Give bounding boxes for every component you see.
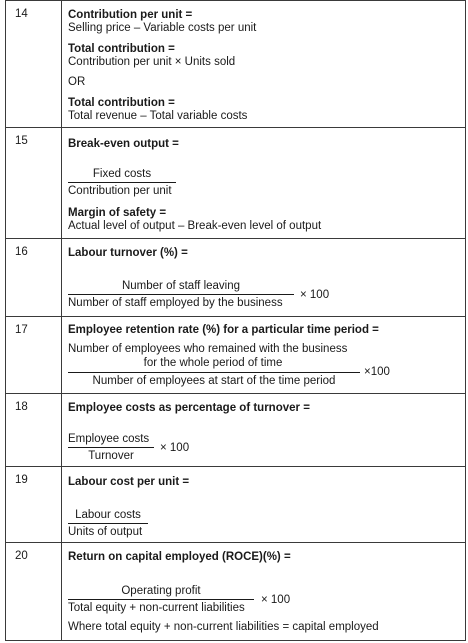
retention-rate-title: Employee retention rate (%) for a particular time period =	[68, 324, 379, 336]
employee-costs-title: Employee costs as percentage of turnover =	[68, 402, 310, 414]
row-number-cell	[6, 317, 62, 394]
row-number-cell	[6, 467, 62, 543]
total-contribution-title-alt: Total contribution =	[68, 97, 175, 109]
table-row-20	[6, 542, 465, 641]
fraction-denominator: Number of staff employed by the business	[68, 297, 283, 309]
fraction-numerator: Fixed costs	[92, 168, 152, 180]
contribution-per-unit-title: Contribution per unit =	[68, 9, 193, 21]
total-contribution-title: Total contribution =	[68, 43, 175, 55]
multiplier: × 100	[300, 289, 330, 301]
row-number-cell	[6, 239, 62, 317]
margin-of-safety-formula: Actual level of output – Break-even level of output	[68, 220, 322, 232]
total-contribution-formula: Contribution per unit × Units sold	[68, 56, 236, 68]
row-number-cell	[6, 394, 62, 467]
table-row-16	[6, 238, 465, 317]
labour-cost-title: Labour cost per unit =	[68, 476, 190, 488]
table-row-14	[6, 0, 465, 128]
table-row-15	[6, 127, 465, 239]
labour-turnover-title: Labour turnover (%) =	[68, 247, 188, 259]
row-number: 19	[15, 474, 28, 486]
row-number-cell	[6, 1, 62, 128]
fraction-bar	[68, 182, 176, 183]
margin-of-safety-title: Margin of safety =	[68, 207, 167, 219]
fraction-bar	[68, 523, 148, 524]
row-number: 15	[15, 135, 28, 147]
fraction-denominator: Total equity + non-current liabilities	[68, 602, 245, 614]
table-row-19	[6, 466, 465, 543]
fraction-bar	[68, 372, 360, 373]
multiplier: × 100	[160, 442, 190, 454]
fraction-denominator: Contribution per unit	[68, 185, 172, 197]
fraction-bar	[68, 447, 154, 448]
row-number: 18	[15, 401, 28, 413]
fraction-bar	[68, 294, 294, 295]
row-number: 17	[15, 324, 28, 336]
fraction-denominator: Units of output	[68, 526, 143, 538]
fraction-numerator: Operating profit	[121, 585, 201, 597]
or-label: OR	[68, 76, 86, 88]
multiplier: ×100	[364, 366, 390, 378]
fraction-numerator: Labour costs	[75, 509, 141, 521]
total-contribution-formula-alt: Total revenue – Total variable costs	[68, 110, 248, 122]
breakeven-title: Break-even output =	[68, 138, 179, 150]
contribution-per-unit-formula: Selling price – Variable costs per unit	[68, 22, 257, 34]
multiplier: × 100	[261, 594, 291, 606]
table-row-18	[6, 393, 465, 467]
table-row-17	[6, 316, 465, 394]
fraction-numerator-line2: for the whole period of time	[143, 357, 283, 369]
row-number: 20	[15, 550, 28, 562]
fraction-numerator-line1: Number of employees who remained with the business	[68, 343, 348, 355]
fraction-bar	[68, 599, 254, 600]
fraction-denominator: Number of employees at start of the time period	[92, 375, 336, 387]
fraction-denominator: Turnover	[88, 450, 134, 462]
row-number-cell	[6, 128, 62, 239]
fraction-numerator: Number of staff leaving	[121, 280, 241, 292]
capital-employed-note: Where total equity + non-current liabilities = capital employed	[68, 621, 379, 633]
row-number: 14	[15, 8, 28, 20]
row-number-cell	[6, 543, 62, 641]
fraction-numerator: Employee costs	[68, 433, 150, 445]
roce-title: Return on capital employed (ROCE)(%) =	[68, 551, 291, 563]
row-number: 16	[15, 246, 28, 258]
formula-table	[5, 0, 466, 641]
